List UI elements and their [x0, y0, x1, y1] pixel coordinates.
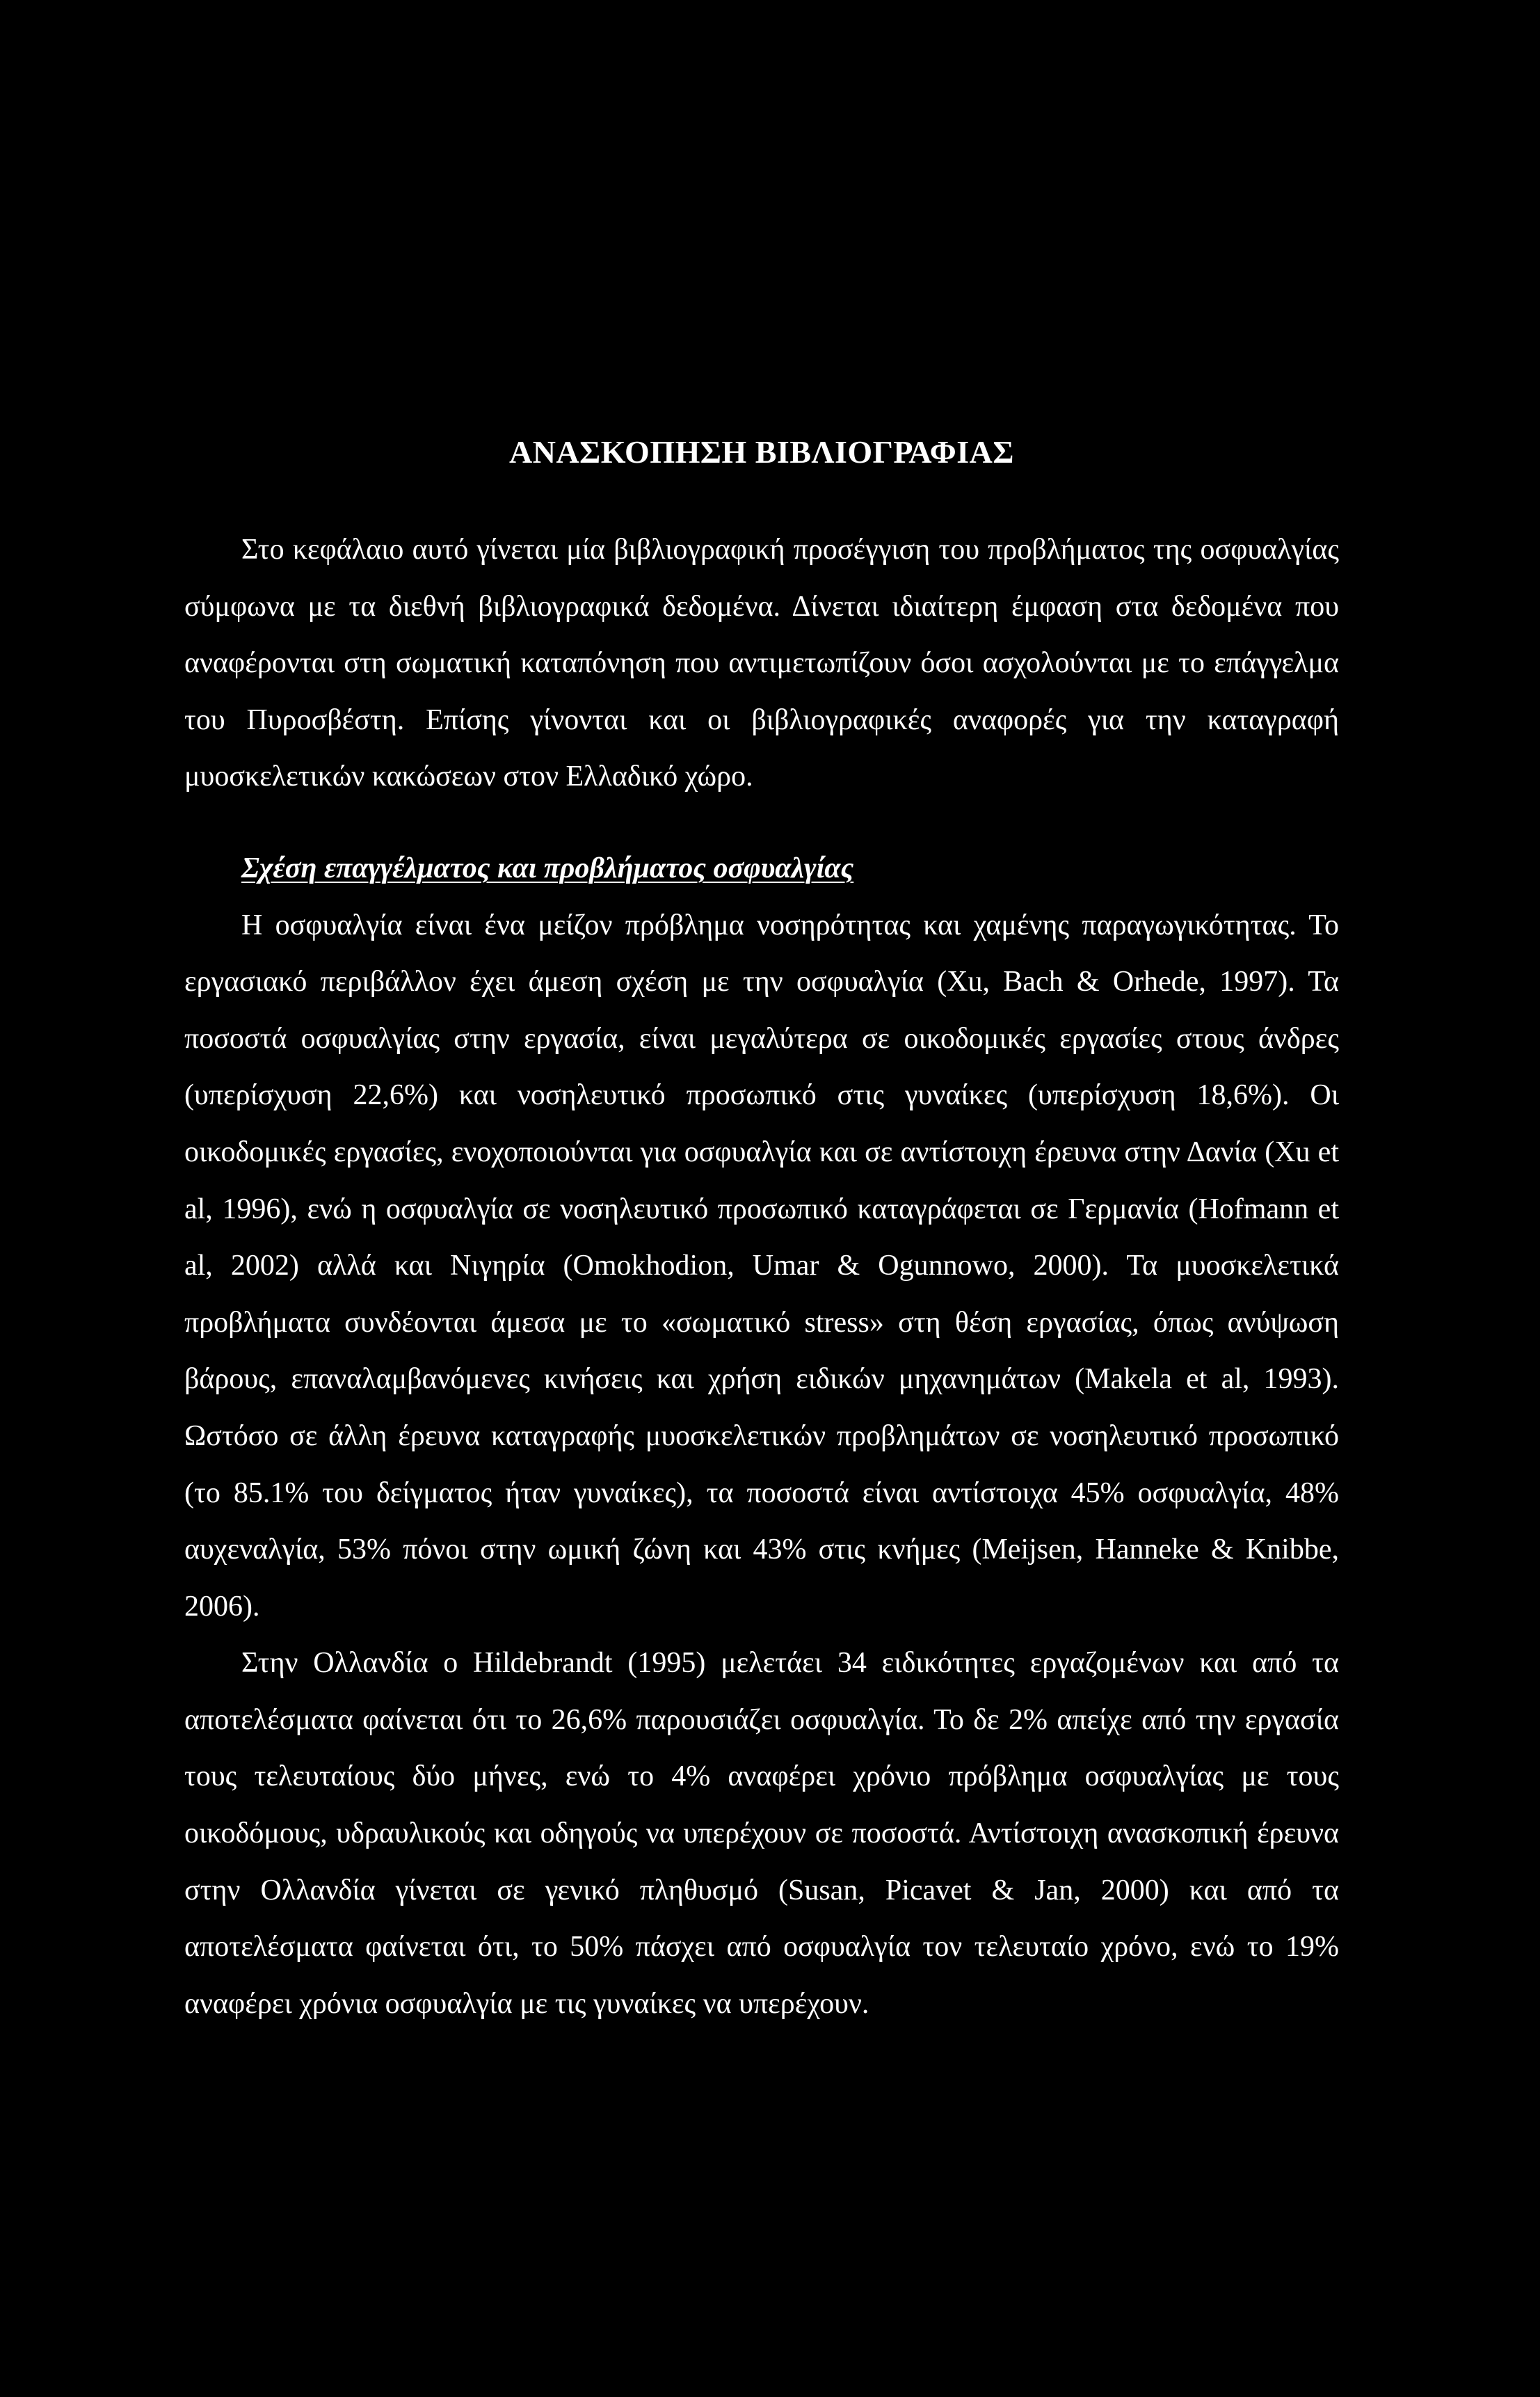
section-paragraph-1: Η οσφυαλγία είναι ένα μείζον πρόβλημα νοσηρότητας και χαμένης παραγωγικότητας. Το εργασιακό περιβάλλον έχει άμεση σχέση με την οσφυαλγία (Xu, Bach & Orhede, 1997). Τα ποσοστά οσφυαλγίας στην εργασία, είναι μεγαλύτερα σε οικοδομικές εργασίες στους άνδρες (υπερίσχυση 22,6%) και νοσηλευτικό προσωπικό στις γυναίκες (υπερίσχυση 18,6%). Οι οικοδομικές εργασίες, ενοχοποιούνται για οσφυαλγία και σε αντίστοιχη έρευνα στην Δανία (Xu et al, 1996), ενώ η οσφυαλγία σε νοσηλευτικό προσωπικό καταγράφεται σε Γερμανία (Hofmann et al, 2002) αλλά και Νιγηρία (Omokhodion, Umar & Ogunnowo, 2000). Τα μυοσκελετικά προβλήματα συνδέονται άμεσα με το «σωματικό stress» στη θέση εργασίας, όπως ανύψωση βάρους, επαναλαμβανόμενες κινήσεις και χρήση ειδικών μηχανημάτων (Makela et al, 1993). Ωστόσο σε άλλη έρευνα καταγραφής μυοσκελετικών προβλημάτων σε νοσηλευτικό προσωπικό (το 85.1% του δείγματος ήταν γυναίκες), τα ποσοστά είναι αντίστοιχα 45% οσφυαλγία, 48% αυχεναλγία, 53% πόνοι στην ωμική ζώνη και 43% στις κνήμες (Meijsen, Hanneke & Knibbe, 2006).: [184, 909, 1339, 1623]
document-page: [184, 431, 1339, 2032]
section-heading: Σχέση επαγγέλματος και προβλήματος οσφυαλγίας: [241, 852, 854, 884]
section-paragraph-2: Στην Ολλανδία ο Hildebrandt (1995) μελετάει 34 ειδικότητες εργαζομένων και από τα αποτελέσματα φαίνεται ότι το 26,6% παρουσιάζει οσφυαλγία. Το δε 2% απείχε από την εργασία τους τελευταίους δύο μήνες, ενώ το 4% αναφέρει χρόνιο πρόβλημα οσφυαλγίας με τους οικοδόμους, υδραυλικούς και οδηγούς να υπερέχουν σε ποσοστά. Αντίστοιχη ανασκοπική έρευνα στην Ολλανδία γίνεται σε γενικό πληθυσμό (Susan, Picavet & Jan, 2000) και από τα αποτελέσματα φαίνεται ότι, το 50% πάσχει από οσφυαλγία τον τελευταίο χρόνο, ενώ το 19% αναφέρει χρόνια οσφυαλγία με τις γυναίκες να υπερέχουν.: [184, 1647, 1339, 2020]
page-title: ΑΝΑΣΚΟΠΗΣΗ ΒΙΒΛΙΟΓΡΑΦΙΑΣ: [509, 434, 1014, 470]
intro-paragraph: Στο κεφάλαιο αυτό γίνεται μία βιβλιογραφική προσέγγιση του προβλήματος της οσφυαλγίας σύμφωνα με τα διεθνή βιβλιογραφικά δεδομένα. Δίνεται ιδιαίτερη έμφαση στα δεδομένα που αναφέρονται στη σωματική καταπόνηση που αντιμετωπίζουν όσοι ασχολούνται με το επάγγελμα του Πυροσβέστη. Επίσης γίνονται και οι βιβλιογραφικές αναφορές για την καταγραφή μυοσκελετικών κακώσεων στον Ελλαδικό χώρο.: [184, 534, 1339, 793]
